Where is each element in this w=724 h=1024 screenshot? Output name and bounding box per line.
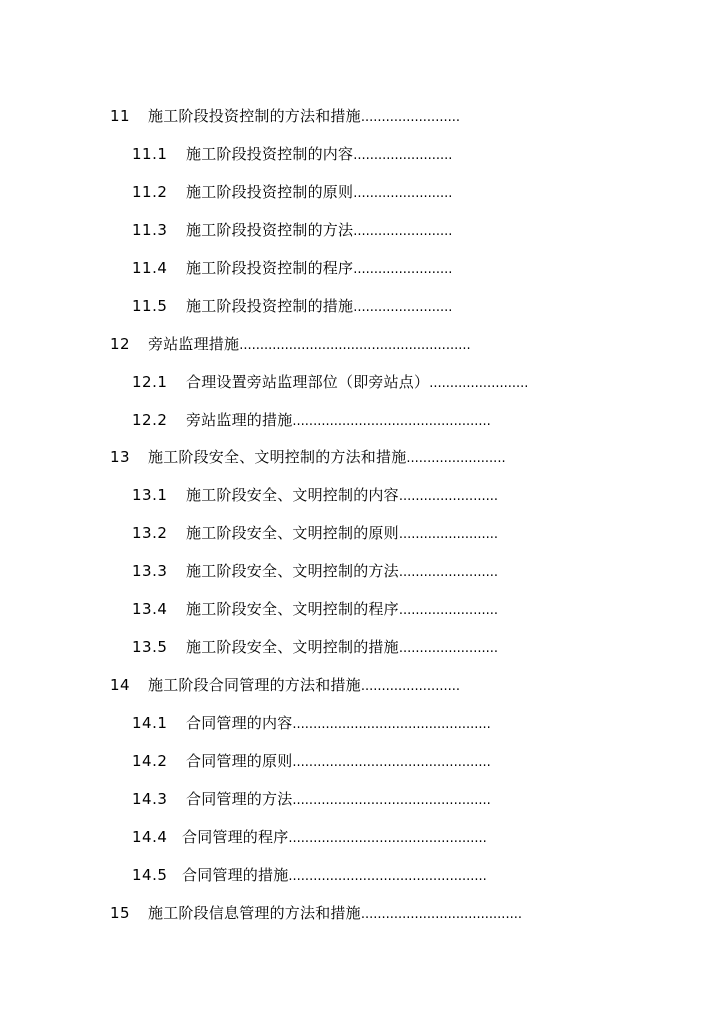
toc-title: 合同管理的原则 — [186, 751, 293, 770]
toc-entry-13[interactable] — [0, 439, 724, 477]
toc-title: 合同管理的程序 — [182, 827, 289, 846]
toc-leader: ................................................ — [292, 717, 491, 732]
toc-title: 旁站监理措施 — [148, 334, 240, 353]
toc-title: 旁站监理的措施 — [186, 410, 293, 429]
toc-leader: ........................ — [406, 451, 506, 467]
toc-entry-11-1[interactable] — [0, 136, 724, 174]
toc-title: 施工阶段投资控制的方法和措施 — [148, 107, 361, 125]
toc-title: 合同管理的内容 — [186, 714, 293, 732]
toc-entry-14-3[interactable] — [0, 781, 724, 819]
toc-number: 14.5 — [132, 865, 168, 884]
toc-title: 施工阶段合同管理的方法和措施 — [148, 676, 361, 695]
toc-entry-11-3[interactable] — [0, 212, 724, 250]
toc-entry-13-5[interactable] — [0, 629, 724, 667]
toc-title: 施工阶段安全、文明控制的内容 — [186, 486, 399, 505]
toc-number: 15 — [110, 903, 131, 922]
toc-leader: ........................ — [360, 679, 460, 695]
toc-number: 14.2 — [132, 751, 168, 770]
toc-number: 12.1 — [132, 372, 168, 391]
toc-number: 11.1 — [132, 144, 168, 163]
toc-title: 合同管理的措施 — [182, 865, 289, 884]
toc-title: 合理设置旁站监理部位（即旁站点） — [186, 372, 430, 391]
toc-entry-14-5[interactable] — [0, 857, 724, 895]
toc-entry-13-4[interactable] — [0, 591, 724, 629]
toc-title: 施工阶段投资控制的措施 — [186, 296, 354, 315]
toc-leader: ........................ — [398, 489, 498, 505]
toc-leader: ........................ — [353, 147, 453, 163]
toc-leader: ................................................ — [288, 868, 487, 884]
toc-number: 11.5 — [132, 296, 168, 315]
toc-number: 13.5 — [132, 638, 168, 657]
toc-number: 11.3 — [132, 220, 168, 239]
toc-leader: ........................ — [398, 641, 498, 657]
toc-title: 施工阶段安全、文明控制的程序 — [186, 600, 399, 619]
toc-number: 13.1 — [132, 486, 168, 505]
toc-leader: ....................................... — [360, 906, 522, 922]
toc-title: 施工阶段安全、文明控制的方法 — [186, 562, 399, 581]
toc-number: 12 — [110, 334, 131, 353]
toc-number: 13 — [110, 448, 131, 467]
toc-title: 施工阶段安全、文明控制的方法和措施 — [148, 448, 407, 467]
toc-leader: ........................................................ — [239, 337, 471, 353]
toc-leader: ........................ — [398, 527, 498, 543]
toc-entry-11-4[interactable] — [0, 250, 724, 288]
toc-entry-14[interactable] — [0, 667, 724, 705]
toc-entry-12[interactable] — [0, 326, 724, 364]
toc-entry-12-2[interactable] — [0, 402, 724, 440]
toc-leader: ........................ — [360, 110, 460, 125]
toc-leader: ........................ — [429, 375, 529, 391]
toc-leader: ................................................ — [292, 754, 491, 770]
toc-title: 施工阶段安全、文明控制的原则 — [186, 524, 399, 543]
toc-entry-14-2[interactable] — [0, 743, 724, 781]
toc-number: 14.4 — [132, 827, 168, 846]
toc-entry-13-2[interactable] — [0, 515, 724, 553]
toc-leader: ........................ — [353, 185, 453, 201]
toc-number: 12.2 — [132, 410, 168, 429]
toc-leader: ................................................ — [292, 792, 491, 808]
toc-entry-15[interactable] — [0, 895, 724, 933]
toc-title: 施工阶段投资控制的内容 — [186, 144, 354, 163]
toc-entry-14-4[interactable] — [0, 819, 724, 857]
toc-leader: ........................ — [353, 223, 453, 239]
toc-title: 施工阶段安全、文明控制的措施 — [186, 638, 399, 657]
toc-leader: ........................ — [398, 565, 498, 581]
toc-entry-13-1[interactable] — [0, 477, 724, 515]
toc-number: 13.2 — [132, 524, 168, 543]
toc-entry-11[interactable] — [0, 98, 724, 136]
toc-entry-13-3[interactable] — [0, 553, 724, 591]
toc-leader: ........................ — [398, 603, 498, 619]
toc-number: 11.2 — [132, 182, 168, 201]
toc-entry-11-2[interactable] — [0, 174, 724, 212]
table-of-contents — [0, 98, 724, 933]
toc-number: 14.3 — [132, 789, 168, 808]
toc-number: 11.4 — [132, 258, 168, 277]
toc-title: 施工阶段投资控制的程序 — [186, 258, 354, 277]
toc-leader: ........................ — [353, 299, 453, 315]
toc-title: 施工阶段投资控制的原则 — [186, 182, 354, 201]
toc-leader: ................................................ — [292, 413, 491, 429]
toc-title: 施工阶段信息管理的方法和措施 — [148, 903, 361, 922]
toc-entry-11-5[interactable] — [0, 288, 724, 326]
toc-number: 13.4 — [132, 600, 168, 619]
toc-number: 14.1 — [132, 714, 168, 732]
toc-leader: ........................ — [353, 261, 453, 277]
toc-leader: ................................................ — [288, 830, 487, 846]
toc-number: 13.3 — [132, 562, 168, 581]
toc-entry-12-1[interactable] — [0, 364, 724, 402]
toc-title: 合同管理的方法 — [186, 789, 293, 808]
toc-number: 11 — [110, 107, 131, 125]
toc-entry-14-1[interactable] — [0, 705, 724, 743]
toc-number: 14 — [110, 676, 131, 695]
toc-title: 施工阶段投资控制的方法 — [186, 220, 354, 239]
